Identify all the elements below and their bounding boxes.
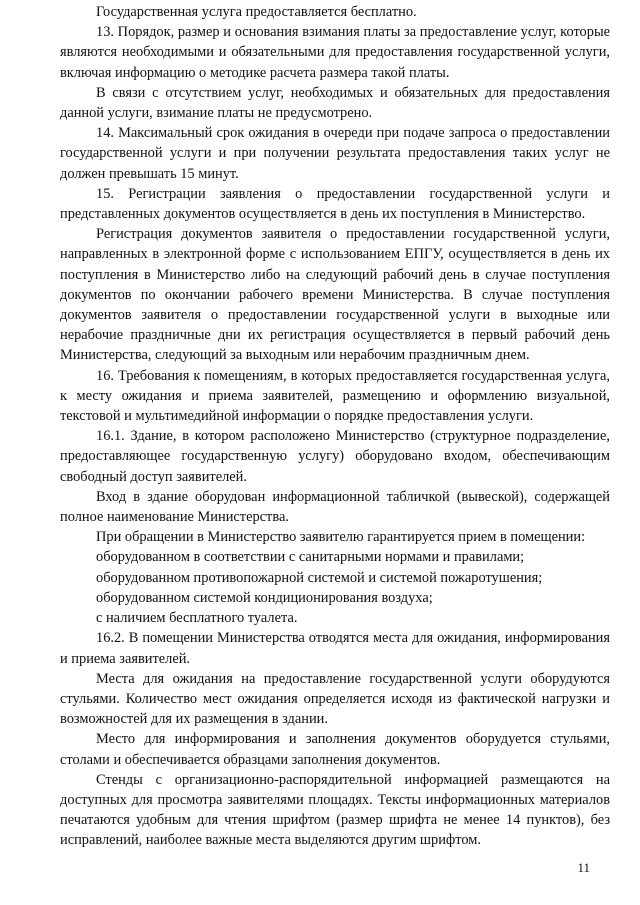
list-item-toilet: с наличием бесплатного туалета.: [96, 610, 298, 627]
list-item-sanitary: оборудованном в соответствии с санитарными нормами и правилами;: [96, 549, 525, 566]
paragraph-13-fee-procedure: 13. Порядок, размер и основания взимания платы за предоставление услуг, которые являются необходимыми и обязательными для предоставления государственной услуги, включая информацию о методике расчета размера такой платы.: [60, 24, 610, 81]
paragraph-electronic-registration: Регистрация документов заявителя о предоставлении государственной услуги, направленных в электронной форме с использованием ЕПГУ, осуществляется в день их поступления в Министерство либо на следующий рабочий день в случае поступления документов по окончании рабочего времени Министерства. В случае поступления документов заявителя о предоставлении государственной услуги в выходные или нерабочие праздничные дни их регистрация осуществляется в первый рабочий день Министерства, следующий за выходным или нерабочим праздничным днем.: [60, 226, 610, 364]
paragraph-entrance-sign: Вход в здание оборудован информационной табличкой (вывеской), содержащей полное наименование Министерства.: [60, 488, 610, 526]
paragraph-information-place: Место для информирования и заполнения документов оборудуется стульями, столами и обеспечивается образцами заполнения документов.: [60, 731, 610, 768]
page-number: 11: [577, 860, 590, 875]
paragraph-waiting-chairs: Места для ожидания на предоставление государственной услуги оборудуются стульями. Количество мест ожидания определяется исходя из фактической нагрузки и возможностей для их размещения в здании.: [60, 670, 610, 728]
list-item-fire-safety: оборудованном противопожарной системой и системой пожаротушения;: [96, 569, 543, 586]
paragraph-no-fee: В связи с отсутствием услуг, необходимых и обязательных для предоставления данной услуги, взимание платы не предусмотрено.: [60, 84, 610, 122]
paragraph-15-registration: 15. Регистрации заявления о предоставлении государственной услуги и представленных документов осуществляется в день их поступления в Министерство.: [60, 185, 610, 223]
paragraph-16-premises-requirements: 16. Требования к помещениям, в которых предоставляется государственная услуга, к месту ожидания и приема заявителей, размещению и оформлению визуальной, текстовой и мультимедийной информации о порядке предоставления услуги.: [60, 367, 610, 425]
paragraph-16-1-building: 16.1. Здание, в котором расположено Министерство (структурное подразделение, предоставляющее государственную услугу) оборудовано входом, обеспечивающим свободный доступ заявителей.: [60, 428, 610, 485]
paragraph-16-2-waiting-areas: 16.2. В помещении Министерства отводятся места для ожидания, информирования и приема заявителей.: [60, 630, 610, 667]
paragraph-free-service: Государственная услуга предоставляется бесплатно.: [96, 4, 417, 20]
paragraph-reception-guarantee: При обращении в Министерство заявителю гарантируется прием в помещении:: [96, 529, 586, 546]
list-item-air-conditioning: оборудованном системой кондиционирования воздуха;: [96, 589, 433, 606]
paragraph-14-waiting-time: 14. Максимальный срок ожидания в очереди при подаче запроса о предоставлении государственной услуги и при получении результата предоставления таких услуг не должен превышать 15 минут.: [60, 125, 610, 182]
document-page: [60, 2, 610, 851]
paragraph-information-stands: Стенды с организационно-распорядительной информацией размещаются на доступных для просмотра заявителями площадях. Тексты информационных материалов печатаются удобным для чтения шрифтом (размер шрифта не менее 14 пунктов), без исправлений, наиболее важные места выделяются другим шрифтом.: [60, 771, 610, 849]
